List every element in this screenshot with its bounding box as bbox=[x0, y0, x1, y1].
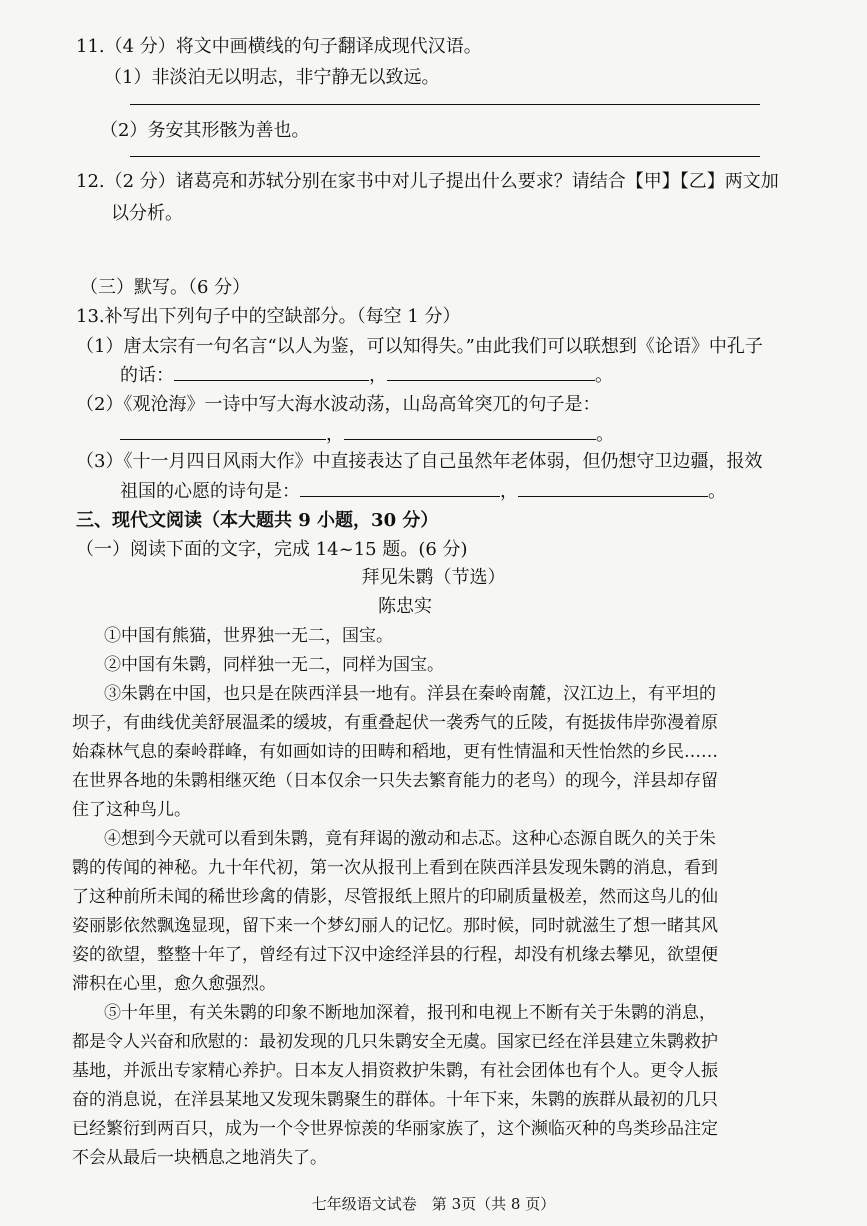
paragraph-5-line: 都是令人兴奋和欣慰的：最初发现的几只朱鹮安全无虞。国家已经在洋县建立朱鹮救护 bbox=[72, 1032, 718, 1052]
q11-sentence-1: （1）非淡泊无以明志，非宁静无以致远。 bbox=[104, 67, 440, 88]
q12-line-1: 12.（2 分）诸葛亮和苏轼分别在家书中对儿子提出什么要求？请结合【甲】【乙】两文加 bbox=[76, 171, 779, 192]
fill-blank[interactable] bbox=[344, 421, 596, 440]
section3-subtitle: （一）阅读下面的文字，完成 14~15 题。(6 分) bbox=[76, 539, 468, 560]
fill-blank[interactable] bbox=[120, 421, 326, 440]
answer-line-2 bbox=[130, 156, 760, 157]
q13-s3-line-2: 祖国的心愿的诗句是： ， 。 bbox=[120, 477, 726, 503]
q11-sentence-2: （2）务安其形骸为善也。 bbox=[100, 120, 310, 141]
paragraph-4-line: 姿的欲望，整整十年了，曾经有过下汉中途经洋县的行程，却没有机缘去攀见，欲望便 bbox=[72, 945, 718, 965]
article-author: 陈忠实 bbox=[378, 596, 432, 617]
q12-line-2: 以分析。 bbox=[111, 203, 183, 224]
paragraph-3-line: 在世界各地的朱鹮相继灭绝（日本仅余一只失去繁育能力的老鸟）的现今，洋县却存留 bbox=[72, 771, 718, 791]
article-title: 拜见朱鹮（节选） bbox=[361, 567, 506, 588]
paragraph-4-line: 姿丽影依然飘逸显现，留下来一个梦幻丽人的记忆。那时候，同时就滋生了想一睹其风 bbox=[72, 916, 718, 936]
q13-s1-line-2: 的话： ， 。 bbox=[120, 361, 613, 387]
paragraph-3-line: ③朱鹮在中国，也只是在陕西洋县一地有。洋县在秦岭南麓，汉江边上，有平坦的 bbox=[104, 684, 716, 704]
fill-blank[interactable] bbox=[174, 362, 369, 381]
paragraph-5-line: ⑤十年里，有关朱鹮的印象不断地加深着，报刊和电视上不断有关于朱鹮的消息， bbox=[104, 1003, 716, 1023]
paragraph-4-line: 鹮的传闻的神秘。九十年代初，第一次从报刊上看到在陕西洋县发现朱鹮的消息，看到 bbox=[72, 858, 718, 878]
fill-blank[interactable] bbox=[387, 362, 595, 381]
paragraph-2: ②中国有朱鹮，同样独一无二，同样为国宝。 bbox=[104, 655, 444, 675]
paragraph-3-line: 始森林气息的秦岭群峰，有如画如诗的田畴和稻地，更有性情温和天性怡然的乡民…… bbox=[72, 742, 718, 762]
page-footer: 七年级语文试卷 第 3页（共 8 页） bbox=[311, 1195, 556, 1213]
paragraph-5-line: 已经繁衍到两百只，成为一个令世界惊羡的华丽家族了，这个濒临灭种的鸟类珍品注定 bbox=[72, 1119, 718, 1139]
section3-title: 三、现代文阅读（本大题共 9 小题，30 分） bbox=[76, 510, 439, 531]
paragraph-5-line: 奋的消息说，在洋县某地又发现朱鹮聚生的群体。十年下来，朱鹮的族群从最初的几只 bbox=[72, 1090, 718, 1110]
paragraph-4-line: ④想到今天就可以看到朱鹮，竟有拜谒的激动和忐忑。这种心态源自既久的关于朱 bbox=[104, 829, 716, 849]
q13-s3-line-1: （3）《十一月四日风雨大作》中直接表达了自己虽然年老体弱，但仍想守卫边疆，报效 bbox=[76, 451, 763, 472]
fill-blank[interactable] bbox=[300, 478, 500, 497]
fill-blank[interactable] bbox=[518, 478, 708, 497]
q13-stem: 13.补写出下列句子中的空缺部分。（每空 1 分） bbox=[76, 306, 461, 327]
paragraph-4-line: 滞积在心里，愈久愈强烈。 bbox=[72, 974, 276, 994]
paragraph-3-line: 住了这种鸟儿。 bbox=[72, 800, 191, 820]
paragraph-3-line: 坝子，有曲线优美舒展温柔的缓坡，有重叠起伏一袭秀气的丘陵，有挺拔伟岸弥漫着原 bbox=[72, 713, 718, 733]
answer-line-1 bbox=[130, 104, 760, 105]
paragraph-1: ①中国有熊猫，世界独一无二，国宝。 bbox=[104, 626, 393, 646]
paragraph-4-line: 了这种前所未闻的稀世珍禽的倩影，尽管报纸上照片的印刷质量极差，然而这鸟儿的仙 bbox=[72, 887, 718, 907]
part3-title: （三）默写。（6 分） bbox=[80, 277, 251, 298]
q11-stem: 11.（4 分）将文中画横线的句子翻译成现代汉语。 bbox=[76, 36, 482, 57]
q13-s2-line-2: ， 。 bbox=[120, 420, 614, 446]
paragraph-5-line: 基地，并派出专家精心养护。日本友人捐资救护朱鹮，有社会团体也有个人。更令人振 bbox=[72, 1061, 718, 1081]
paragraph-5-line: 不会从最后一块栖息之地消失了。 bbox=[72, 1148, 327, 1168]
q13-s2-line-1: （2）《观沧海》一诗中写大海水波动荡，山岛高耸突兀的句子是： bbox=[76, 394, 601, 415]
q13-s1-line-1: （1）唐太宗有一句名言“以人为鉴，可以知得失。”由此我们可以联想到《论语》中孔子 bbox=[76, 336, 763, 357]
